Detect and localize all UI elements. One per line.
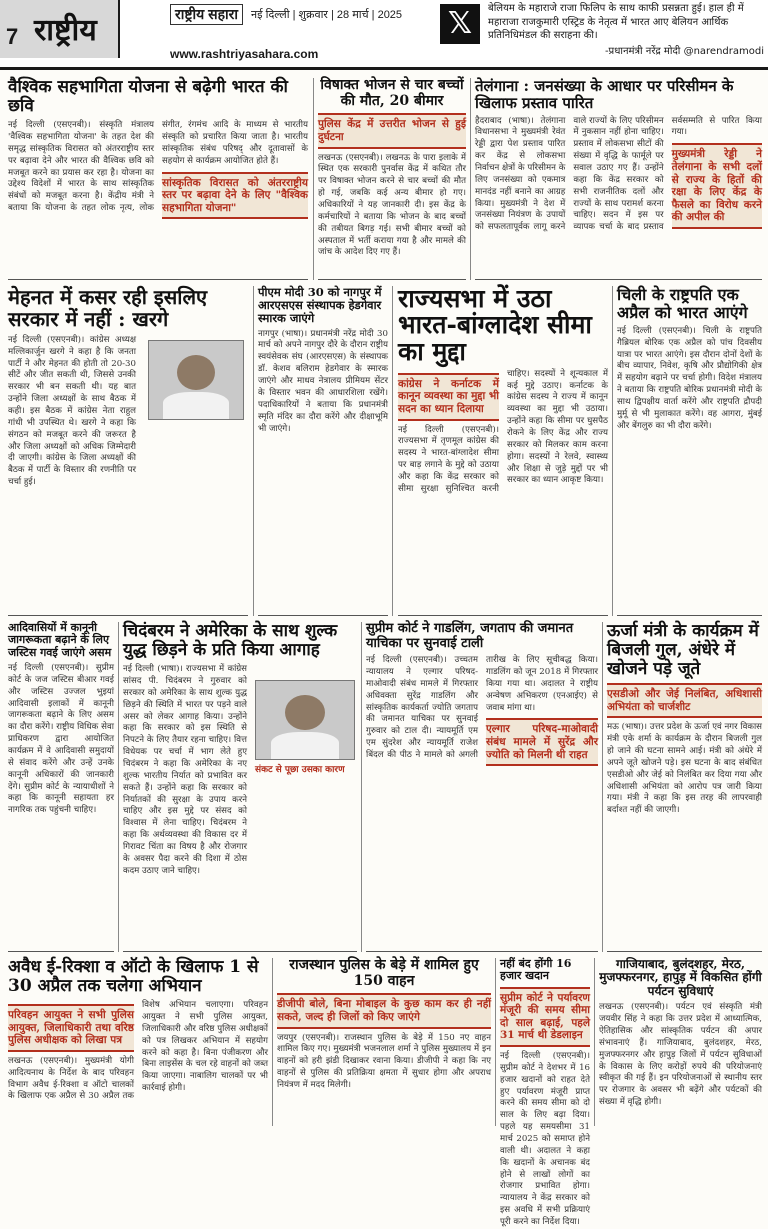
article-chidambaram (123, 622, 357, 952)
article-vipaksh (318, 78, 466, 280)
headline: नहीं बंद होंगी 16 हजार खदान (500, 957, 572, 983)
article-rajasthan (277, 958, 491, 1126)
headline: चिली के राष्ट्रपति एक अप्रैल को भारत आएंगे (617, 285, 748, 322)
tweet-text: बेलियम के महाराजे राजा फिलिप के साथ काफी प्रसन्नता हुई। हाल ही में महाराजा राजकुमारी एस्ट्रिड के नेतृत्व में भारत आए बेलियन आर्थिक प्रतिनिधिमंडल की सराहना की। (488, 3, 744, 41)
headline: ऊर्जा मंत्री के कार्यक्रम में बिजली गुल, अंधेरे में खोजने पड़े जूते (607, 621, 759, 680)
pull-quote: परिवहन आयुक्त ने सभी पुलिस आयुक्त, जिलाधिकारी तथा वरिष्ठ पुलिस अधीक्षक को लिखा पत्र (8, 1004, 134, 1052)
pull-quote: एसडीओ और जेई निलंबित, अधिशासी अभियंता को चार्जशीट (607, 683, 762, 718)
page-number: 7 (6, 24, 19, 49)
article-supreme-court (366, 622, 598, 952)
dateline: नई दिल्ली | शुक्रवार | 28 मार्च | 2025 (251, 9, 403, 21)
chidambaram-photo (255, 680, 355, 760)
article-urja (607, 622, 762, 952)
headline: चिदंबरम ने अमेरिका के साथ शुल्क युद्ध छिड़ने के प्रति किया आगाह (123, 621, 338, 661)
article-body: नई दिल्ली (भाषा)। राज्यसभा में कांग्रेस सांसद पी. चिदंबरम ने गुरुवार को सरकार को अमेरिका के साथ शुल्क युद्ध छिड़ने की स्थिति में भारत पर पड़ने वाले असर को लेकर आगाह किया। उन्होंने कहा कि सरकार को इस स्थिति से निपटने के लिए तैयार रहना चाहिए। वित्त विधेयक पर चर्चा में भाग लेते हुए चिदंबरम ने कहा कि अमेरिका के नए शुल्क भारतीय निर्यात को प्रभावित कर सकते हैं। उन्होंने कहा कि सरकार को निर्यातकों की सुरक्षा के उपाय करने चाहिए और इस मुद्दे पर संसद को विश्वास में लेना चाहिए। चिदंबरम ने कहा कि अर्थव्यवस्था की विकास दर में गिरावट चिंता का विषय है और रोजगार के अवसर पैदा करने की दिशा में ठोस कदम उठाए जाने चाहिए। (123, 664, 247, 876)
page-label (0, 0, 120, 58)
headline: सुप्रीम कोर्ट ने गाडलिंग, जगताप की जमानत याचिका पर सुनवाई टाली (366, 621, 574, 651)
photo-caption: संकट से पूछा उसका कारण (255, 765, 345, 775)
paper-logo: राष्ट्रीय सहारा (170, 4, 243, 25)
article-ghaziabad (599, 958, 762, 1126)
article-erickshaw (8, 958, 268, 1126)
kharge-photo (148, 340, 244, 420)
headline: अवैध ई-रिक्शा व ऑटो के खिलाफ 1 से 30 अप्रैल तक चलेगा अभियान (8, 957, 259, 997)
article-body: नई दिल्ली (एसएनबी)। सुप्रीम कोर्ट के जज जस्टिस बीआर गवई और जस्टिस उज्जल भुइयां आदिवासी इलाकों में कानूनी जागरूकता बढ़ाने के लिए असम का दौरा करेंगे। राष्ट्रीय विधिक सेवा प्राधिकरण द्वारा आयोजित कार्यक्रम में वे आदिवासी समुदायों से संवाद करेंगे और उन्हें उनके कानूनी अधिकारों की जानकारी देंगे। सुप्रीम कोर्ट के न्यायाधीशों ने कहा कि कानूनी सहायता हर नागरिक तक पहुंचनी चाहिए। (8, 662, 114, 816)
website-link[interactable]: www.rashtriyasahara.com (170, 47, 319, 61)
headline: वैश्विक सहभागिता योजना से बढ़ेगी भारत की छवि (8, 77, 288, 117)
article-vaishvik (8, 78, 308, 280)
article-body: सुप्रीम कोर्ट ने पर्यावरण मंजूरी की समय सीमा दो साल बढ़ाई, पहले 31 मार्च थी डेडलाइन नई दिल्ली (एसएनबी)। सुप्रीम कोर्ट ने देशभर में 16 हजार खदानों को राहत देते हुए पर्यावरण मंजूरी प्राप्त करने की समय सीमा को दो साल के लिए बढ़ा दिया। पहले यह समयसीमा 31 मार्च 2025 को समाप्त होने वाली थी। अदालत ने कहा कि खदानों के अचानक बंद होने से लाखों लोगों का रोजगार प्रभावित होगा। न्यायालय ने केंद्र सरकार को इस अवधि में सभी प्रक्रियाएं पूरी करने का निर्देश दिया। (500, 987, 590, 1229)
headline: पीएम मोदी 30 को नागपुर में आरएसएस संस्थापक हेडगेवार स्मारक जाएंगे (258, 285, 382, 325)
article-body: नई दिल्ली (एसएनबी)। कांग्रेस अध्यक्ष मल्लिकार्जुन खरगे ने कहा है कि जनता पार्टी ने और मेहनत की होती तो 20-30 सीटें और जीत सकती थी, जिससे उनकी सरकार भी बन सकती थी। यह बात उन्होंने जिला अध्यक्षों के साथ बैठक में कही। इस बैठक में कांग्रेस नेता राहुल गांधी भी उपस्थित थे। खरगे ने कहा कि संगठन को मजबूत करने की जरूरत है और जिला अध्यक्षों को अधिक जिम्मेदारी दी जाएगी। कांग्रेस के जिला अध्यक्षों की बैठक में पार्टी के विस्तार की रणनीति पर चर्चा हुई। (8, 334, 136, 488)
article-body: नई दिल्ली (एसएनबी)। उच्चतम न्यायालय ने एल्गार परिषद-माओवादी संबंध मामले में गिरफ्तार अधिवक्ता सुरेंद्र गाडलिंग और सांस्कृतिक कार्यकर्ता ज्योति जगताप की जमानत याचिका पर सुनवाई गुरुवार को टाल दी। न्यायमूर्ति एम एम सुंदरेश और न्यायमूर्ति राजेश बिंदल की पीठ ने मामले को अगली तारीख के लिए सूचीबद्ध किया। गाडलिंग को जून 2018 में गिरफ्तार किया गया था। अदालत ने राष्ट्रीय अन्वेषण अभिकरण (एनआईए) से जवाब मांगा था। एल्गार परिषद-माओवादी संबंध मामले में सुरेंद्र और ज्योति को मिलनी थी राहत (366, 655, 598, 766)
pull-quote: कांग्रेस ने कर्नाटक में कानून व्यवस्था का मुद्दा भी सदन का ध्यान दिलाया (398, 373, 499, 421)
x-logo-icon: 𝕏 (440, 4, 480, 44)
article-modi (258, 286, 388, 616)
article-body: कांग्रेस ने कर्नाटक में कानून व्यवस्था का मुद्दा भी सदन का ध्यान दिलाया नई दिल्ली (एसएनबी)। राज्यसभा में तृणमूल कांग्रेस की सदस्य ने भारत-बांग्लादेश सीमा पर बाड़ लगाने के मुद्दे को उठाया और कहा कि केंद्र सरकार को सीमा सुरक्षा सुनिश्चित करनी चाहिए। सदस्यों ने शून्यकाल में कई मुद्दे उठाए। कर्नाटक के कांग्रेस सदस्य ने राज्य में कानून व्यवस्था का मुद्दा भी उठाया। उन्होंने कहा कि सीमा पर घुसपैठ रोकने के लिए केंद्र और राज्य सरकार को मिलकर काम करना होगा। सदस्यों ने रेलवे, स्वास्थ्य और शिक्षा से जुड़े मुद्दों पर भी सरकार का ध्यान आकृष्ट किया। (398, 368, 608, 494)
article-body: नई दिल्ली (एसएनबी)। चिली के राष्ट्रपति गैब्रियल बोरिक एक अप्रैल को पांच दिवसीय यात्रा पर भारत आएंगे। इस दौरान दोनों देशों के बीच व्यापार, निवेश, कृषि और प्रौद्योगिकी क्षेत्र में सहयोग बढ़ाने पर चर्चा होगी। विदेश मंत्रालय ने बताया कि राष्ट्रपति बोरिक प्रधानमंत्री मोदी के साथ द्विपक्षीय वार्ता करेंगे और राष्ट्रपति द्रौपदी मुर्मू से भी मुलाकात करेंगे। वह आगरा, मुंबई और बेंगलुरु का भी दौरा करेंगे। (617, 325, 762, 431)
article-kharge (8, 286, 248, 616)
article-telangana (475, 78, 762, 280)
masthead (0, 0, 768, 70)
headline: राजस्थान पुलिस के बेड़े में शामिल हुए 150 वाहन (289, 957, 479, 989)
headline: आदिवासियों में कानूनी जागरूकता बढ़ाने के लिए जस्टिस गवई जाएंगे असम (8, 621, 112, 659)
article-body: नई दिल्ली (एसएनबी)। संस्कृति मंत्रालय 'वैश्विक सहभागिता योजना' के तहत देश की समृद्ध सांस्कृतिक विरासत को अंतरराष्ट्रीय स्तर पर बढ़ावा देने और भारत की वैश्विक छवि को मजबूत करने का प्रयास कर रहा है। योजना का उद्देश्य विदेशों में भारत के साथ सांस्कृतिक संबंधों को मजबूत करना है। केंद्रीय मंत्री ने बताया कि योजना के तहत लोक नृत्य, लोक संगीत, रंगमंच आदि के माध्यम से भारतीय संस्कृति को प्रचारित किया जाता है। भारतीय सांस्कृतिक संबंध परिषद् और दूतावासों के सहयोग से कार्यक्रम आयोजित होते हैं। सांस्कृतिक विरासत को अंतरराष्ट्रीय स्तर पर बढ़ावा देने के लिए "वैश्विक सहभागिता योजना" (8, 120, 308, 219)
section-title: राष्ट्रीय (34, 13, 97, 48)
article-chili (617, 286, 762, 616)
headline: राज्यसभा में उठा भारत-बांग्लादेश सीमा का मुद्दा (398, 284, 592, 366)
headline: गाजियाबाद, बुलंदशहर, मेरठ, मुजफ्फरनगर, हापुड़ में विकसित होंगी पर्यटन सुविधाएं (599, 957, 762, 998)
article-body: परिवहन आयुक्त ने सभी पुलिस आयुक्त, जिलाधिकारी तथा वरिष्ठ पुलिस अधीक्षक को लिखा पत्र लखनऊ (एसएनबी)। मुख्यमंत्री योगी आदित्यनाथ के निर्देश के बाद परिवहन विभाग अवैध ई-रिक्शा व ऑटो चालकों के खिलाफ एक अप्रैल से 30 अप्रैल तक विशेष अभियान चलाएगा। परिवहन आयुक्त ने सभी पुलिस आयुक्त, जिलाधिकारी और वरिष्ठ पुलिस अधीक्षकों को पत्र लिखकर अभियान में सहयोग करने को कहा है। बिना पंजीकरण और बिना लाइसेंस के चल रहे वाहनों को जब्त किया जाएगा। नाबालिग चालकों पर भी कार्रवाई होगी। (8, 1000, 268, 1102)
headline: मेहनत में कसर रही इसलिए सरकार में नहीं : खरगे (8, 285, 208, 332)
pull-quote: मुख्यमंत्री रेड्डी ने तेलंगाना के सभी दलों से राज्य के हितों की रक्षा के लिए केंद्र के फैसले का विरोध करने की अपील की (672, 143, 762, 229)
headline: तेलंगाना : जनसंख्या के आधार पर परिसीमन के खिलाफ प्रस्ताव पारित (475, 77, 734, 112)
article-khadan (500, 957, 590, 1228)
article-body: पुलिस केंद्र में उत्तरीत भोजन से हुई दुर्घटना लखनऊ (एसएनबी)। लखनऊ के पारा इलाके में स्थित एक सरकारी पुनर्वास केंद्र में कथित तौर पर विषाक्त भोजन करने से चार बच्चों की मौत हो गई, जबकि कई अन्य बीमार हो गए। अधिकारियों ने यह जानकारी दी। इस केंद्र के कर्मचारियों ने बताया कि भोजन के बाद बच्चों की तबीयत बिगड़ गई। सभी बीमार बच्चों को अस्पताल में भर्ती कराया गया है और मामले की जांच के आदेश दिए गए हैं। (318, 113, 466, 259)
article-body: नागपुर (भाषा)। प्रधानमंत्री नरेंद्र मोदी 30 मार्च को अपने नागपुर दौरे के दौरान राष्ट्रीय स्वयंसेवक संघ (आरएसएस) के संस्थापक डॉ. केशव बलिराम हेडगेवार के स्मारक जाएंगे और माधव नेत्रालय प्रीमियम सेंटर के विस्तार भवन की आधारशिला रखेंगे। पदाधिकारियों ने बताया कि प्रधानमंत्री स्मृति मंदिर का दौरा करेंगे और दीक्षाभूमि भी जाएंगे। (258, 328, 388, 434)
pull-quote: एल्गार परिषद-माओवादी संबंध मामले में सुरेंद्र और ज्योति को मिलनी थी राहत (486, 718, 598, 766)
tweet-handle: -प्रधानमंत्री नरेंद्र मोदी @narendramodi (604, 45, 764, 57)
article-rajyasabha (398, 286, 608, 616)
pull-quote: सांस्कृतिक विरासत को अंतरराष्ट्रीय स्तर पर बढ़ावा देने के लिए "वैश्विक सहभागिता योजना" (162, 172, 308, 220)
pull-quote: सुप्रीम कोर्ट ने पर्यावरण मंजूरी की समय सीमा दो साल बढ़ाई, पहले 31 मार्च थी डेडलाइन (500, 987, 590, 1047)
masthead-meta (170, 4, 430, 61)
article-body: हैदराबाद (भाषा)। तेलंगाना विधानसभा ने मुख्यमंत्री रेवंत रेड्डी द्वारा पेश प्रस्ताव पारित कर केंद्र से लोकसभा निर्वाचन क्षेत्रों के परिसीमन के लिए जनसंख्या को एकमात्र मानदंड नहीं बनाने का आग्रह किया। मुख्यमंत्री ने देश में जनसंख्या नियंत्रण के उपायों को सफलतापूर्वक लागू करने वाले राज्यों के लिए परिसीमन में नुकसान नहीं होना चाहिए। प्रस्ताव में लोकसभा सीटों की संख्या में वृद्धि के फार्मूले पर सवाल उठाए गए हैं। उन्होंने कहा कि केंद्र सरकार को सभी राजनीतिक दलों और राज्यों के साथ परामर्श करना चाहिए। सदन में इस पर व्यापक चर्चा के बाद प्रस्ताव सर्वसम्मति से पारित किया गया। मुख्यमंत्री रेड्डी ने तेलंगाना के सभी दलों से राज्य के हितों की रक्षा के लिए केंद्र के फैसले का विरोध करने की अपील की (475, 115, 762, 233)
article-body: लखनऊ (एसएनबी)। पर्यटन एवं संस्कृति मंत्री जयवीर सिंह ने कहा कि उत्तर प्रदेश में आध्यात्मिक, ऐतिहासिक और सांस्कृतिक पर्यटन की अपार संभावनाएं हैं। गाजियाबाद, बुलंदशहर, मेरठ, मुजफ्फरनगर और हापुड़ जिलों में पर्यटन सुविधाओं के विकास के लिए करोड़ों रुपये की परियोजनाएं स्वीकृत की गई हैं। इन परियोजनाओं से स्थानीय स्तर पर रोजगार के अवसर भी बढ़ेंगे और पर्यटकों की संख्या में वृद्धि होगी। (599, 1002, 762, 1108)
headline: विषाक्त भोजन से चार बच्चों की मौत, 20 बीमार (320, 77, 464, 109)
article-body: एसडीओ और जेई निलंबित, अधिशासी अभियंता को चार्जशीट मऊ (भाषा)। उत्तर प्रदेश के ऊर्जा एवं नगर विकास मंत्री एके शर्मा के कार्यक्रम के दौरान बिजली गुल हो जाने की घटना सामने आई। मंत्री को अंधेरे में अपने जूते खोजने पड़े। इस घटना के बाद संबंधित एसडीओ और जेई को निलंबित कर दिया गया और अधिशासी अभियंता को आरोप पत्र जारी किया गया। मंत्री ने कहा कि इस तरह की लापरवाही बर्दाश्त नहीं की जाएगी। (607, 683, 762, 817)
article-body: डीजीपी बोले, बिना मोबाइल के कुछ काम कर ही नहीं सकते, जल्द ही जिलों को किए जाएंगे जयपुर (एसएनबी)। राजस्थान पुलिस के बेड़े में 150 नए वाहन शामिल किए गए। मुख्यमंत्री भजनलाल शर्मा ने पुलिस मुख्यालय में इन वाहनों को हरी झंडी दिखाकर रवाना किया। डीजीपी ने कहा कि नए वाहनों से पुलिस की प्रतिक्रिया क्षमता में सुधार होगा और अपराध नियंत्रण में मदद मिलेगी। (277, 993, 491, 1091)
tweet-quote (488, 2, 764, 58)
pull-quote: डीजीपी बोले, बिना मोबाइल के कुछ काम कर ही नहीं सकते, जल्द ही जिलों को किए जाएंगे (277, 993, 491, 1028)
article-aadivasi (8, 622, 114, 952)
pull-quote: पुलिस केंद्र में उत्तरीत भोजन से हुई दुर्घटना (318, 113, 466, 148)
